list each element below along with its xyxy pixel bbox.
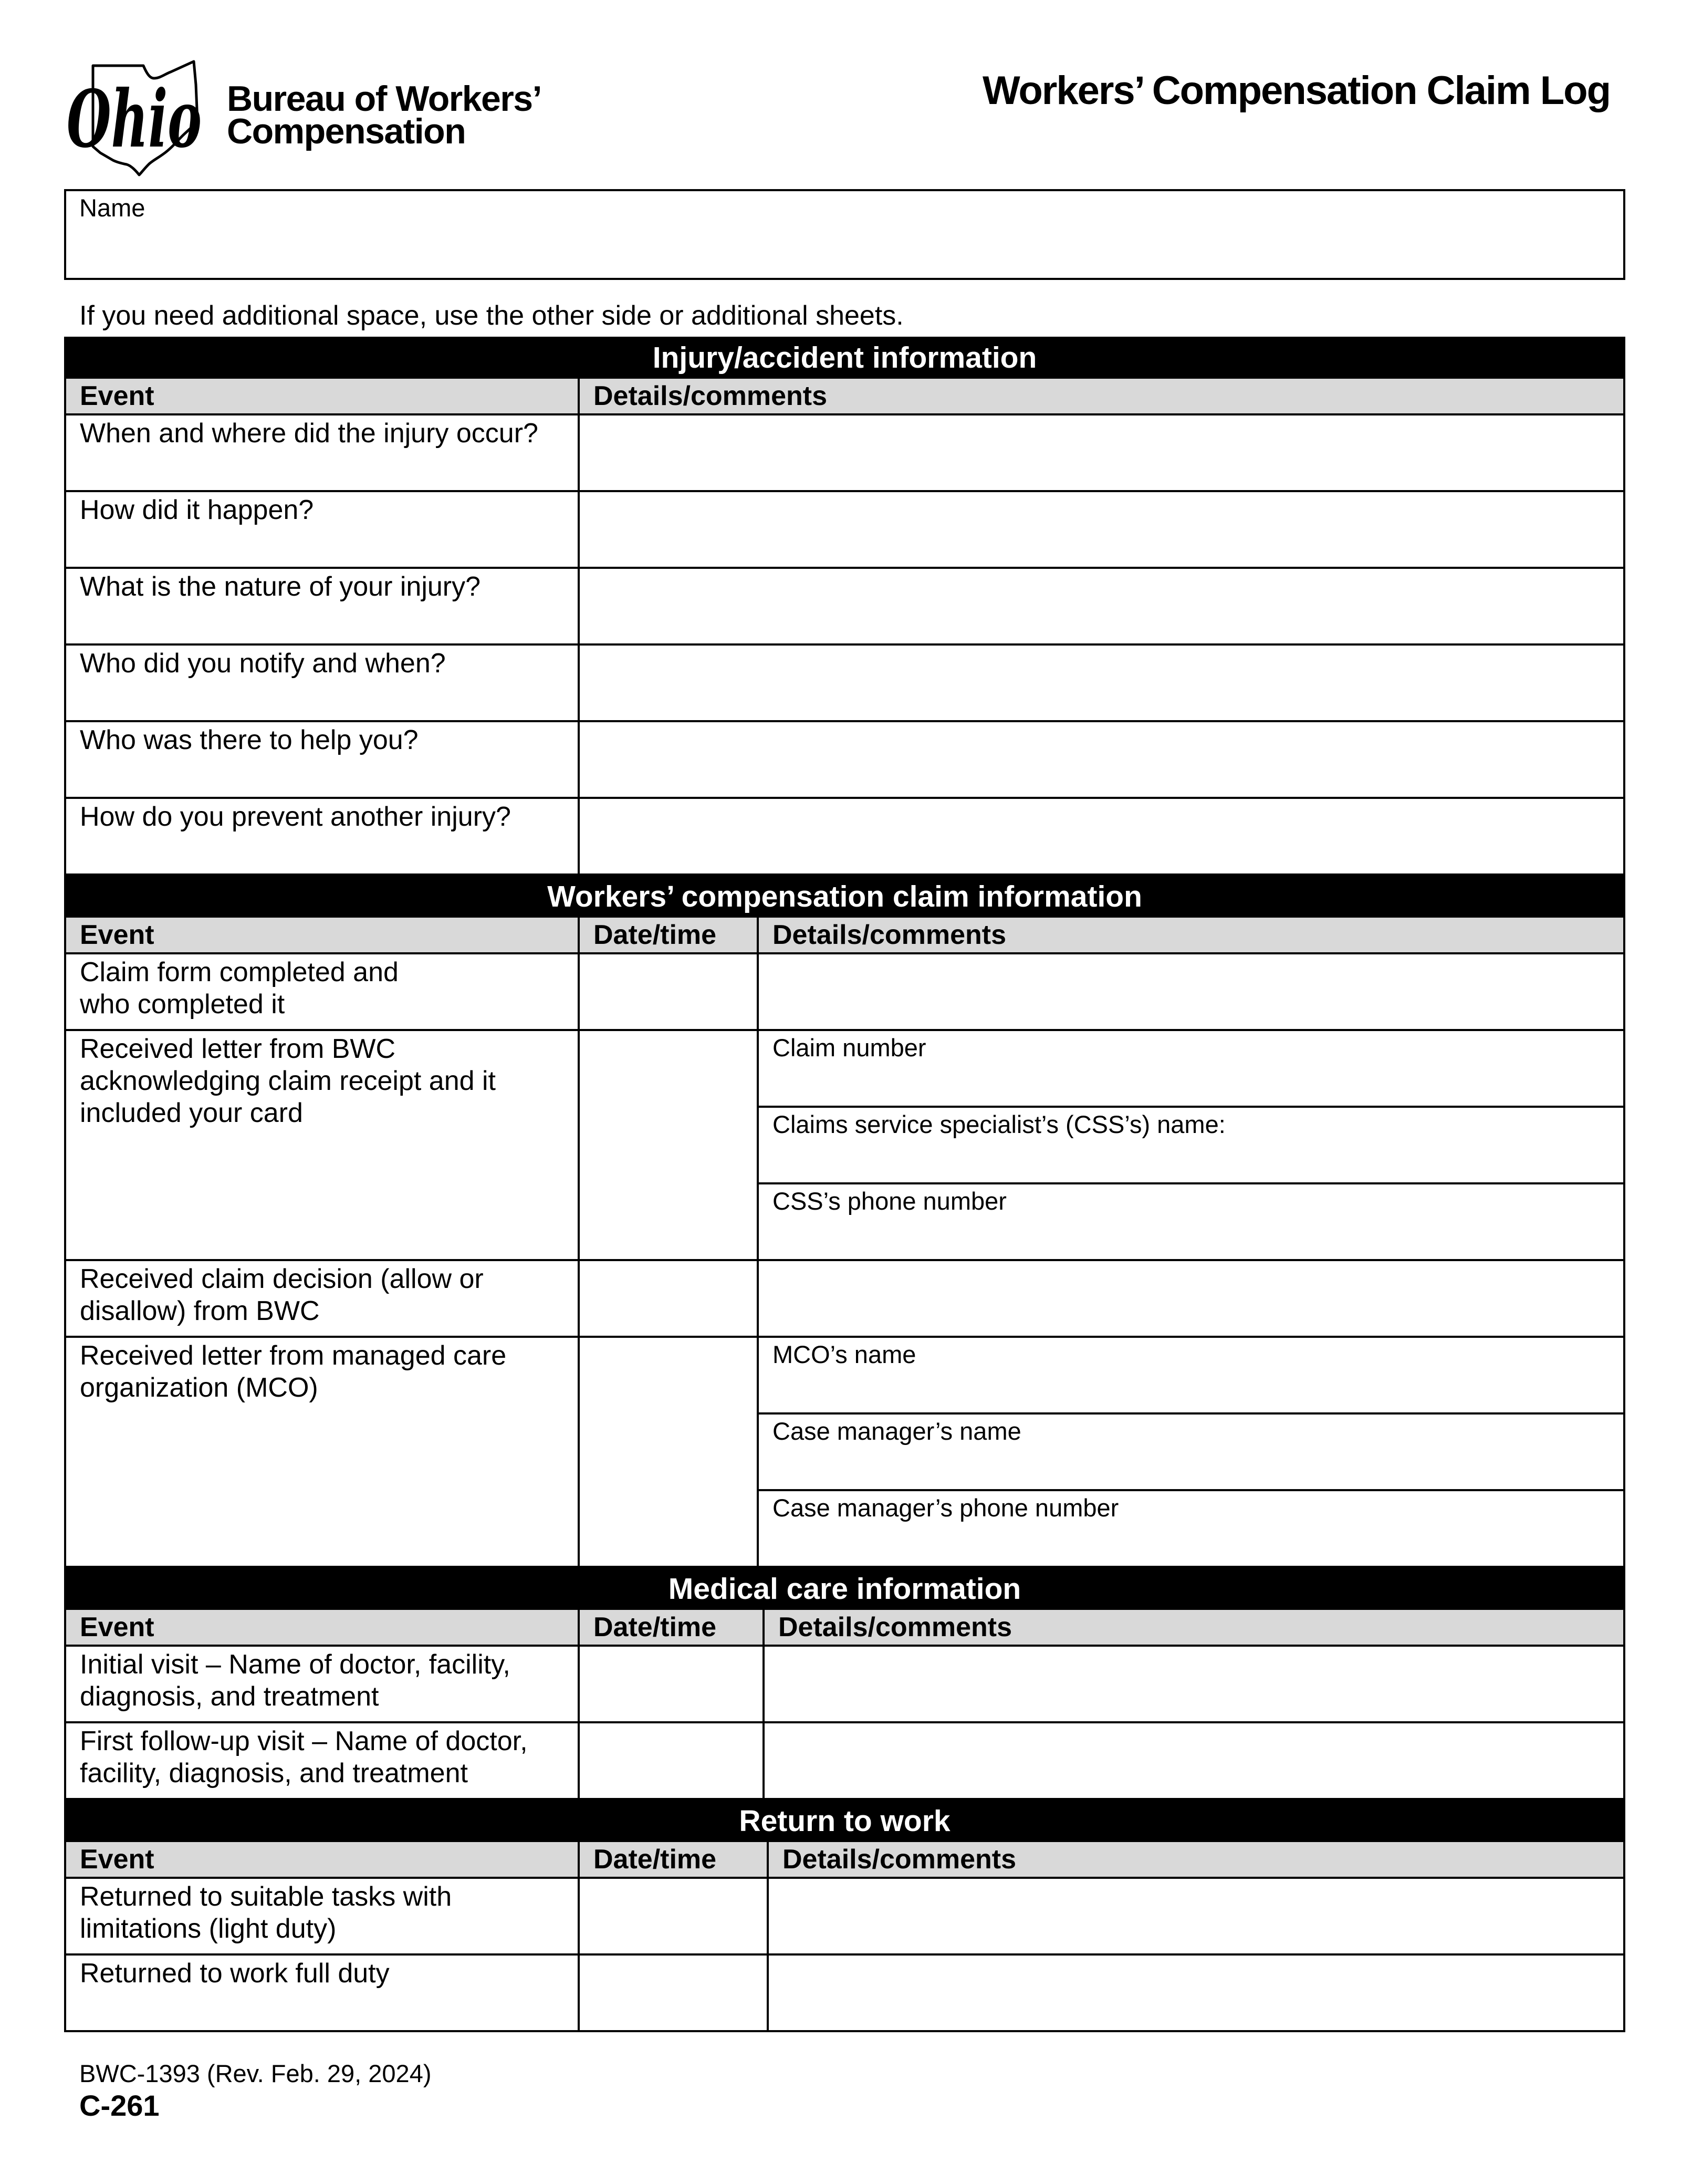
event-label: First follow-up visit – Name of doctor, facility, diagnosis, and treatment <box>66 1723 580 1798</box>
form-code: C-261 <box>79 2089 160 2122</box>
details-field[interactable] <box>759 954 1623 1029</box>
table-row <box>64 569 1625 646</box>
event-label: Returned to suitable tasks with limitations (light duty) <box>66 1879 580 1953</box>
column-header-details: Details/comments <box>593 380 828 411</box>
event-label: Received letter from BWC acknowledging claim receipt and it included your card <box>66 1031 580 1259</box>
column-header-details: Details/comments <box>772 919 1007 950</box>
table-row <box>64 492 1625 569</box>
table-row <box>64 954 1625 1031</box>
details-field[interactable] <box>765 1723 1623 1798</box>
table-row <box>64 722 1625 799</box>
table-row <box>64 415 1625 492</box>
injury-column-header <box>64 379 1625 415</box>
name-field-label: Name <box>79 194 145 222</box>
event-label: How did it happen? <box>66 492 580 567</box>
column-header-details: Details/comments <box>778 1611 1012 1642</box>
datetime-field[interactable] <box>580 1261 759 1336</box>
claim-section <box>64 876 1625 1568</box>
table-row <box>64 799 1625 876</box>
table-row <box>64 1956 1625 2032</box>
medical-section <box>64 1568 1625 1800</box>
mco-name-field[interactable]: MCO’s name <box>759 1338 1623 1415</box>
table-row <box>64 1031 1625 1261</box>
details-field[interactable] <box>580 492 1623 567</box>
event-label: Returned to work full duty <box>66 1956 580 2030</box>
table-row <box>64 1261 1625 1338</box>
event-label: Received claim decision (allow or disallow) from BWC <box>66 1261 580 1336</box>
css-phone-field[interactable]: CSS’s phone number <box>772 1187 1007 1215</box>
organization-name <box>227 79 542 151</box>
datetime-field[interactable] <box>580 1956 769 2030</box>
event-label: How do you prevent another injury? <box>66 799 580 873</box>
details-subfields <box>759 1031 1623 1259</box>
column-header-event: Event <box>66 918 580 952</box>
ohio-bwc-logo <box>62 57 215 179</box>
details-field[interactable] <box>765 1647 1623 1721</box>
claim-number-field[interactable]: Claim number <box>759 1031 1623 1108</box>
details-field[interactable] <box>769 1956 1623 2030</box>
details-field[interactable] <box>580 646 1623 720</box>
event-label: Initial visit – Name of doctor, facility, diagnosis, and treatment <box>66 1647 580 1721</box>
event-label: Who was there to help you? <box>66 722 580 797</box>
column-header-event: Event <box>66 379 580 413</box>
logo-wordmark: Ohio <box>67 73 202 165</box>
table-row <box>64 1879 1625 1956</box>
column-header-event: Event <box>66 1610 580 1645</box>
datetime-field[interactable] <box>580 1647 765 1721</box>
claim-column-header <box>64 918 1625 954</box>
table-row <box>64 646 1625 722</box>
column-header-datetime: Date/time <box>580 1610 765 1645</box>
case-manager-phone-field[interactable]: Case manager’s phone number <box>772 1494 1119 1522</box>
details-field[interactable] <box>580 415 1623 490</box>
return-to-work-section-title: Return to work <box>64 1800 1625 1842</box>
datetime-field[interactable] <box>580 1879 769 1953</box>
table-row <box>64 1647 1625 1723</box>
page-title: Workers’ Compensation Claim Log <box>982 68 1610 113</box>
medical-section-title: Medical care information <box>64 1568 1625 1610</box>
details-field[interactable] <box>759 1261 1623 1336</box>
organization-name-line1: Bureau of Workers’ <box>227 79 542 119</box>
table-row <box>64 1338 1625 1568</box>
datetime-field[interactable] <box>580 954 759 1029</box>
form-number: BWC-1393 (Rev. Feb. 29, 2024) <box>79 2060 432 2087</box>
css-name-field[interactable]: Claims service specialist’s (CSS’s) name: <box>759 1108 1623 1184</box>
injury-section-title: Injury/accident information <box>64 337 1625 379</box>
details-field[interactable] <box>580 569 1623 643</box>
column-header-datetime: Date/time <box>580 918 759 952</box>
event-label: When and where did the injury occur? <box>66 415 580 490</box>
claim-log-tables <box>64 337 1625 2032</box>
column-header-details: Details/comments <box>782 1844 1017 1875</box>
datetime-field[interactable] <box>580 1723 765 1798</box>
event-label: What is the nature of your injury? <box>66 569 580 643</box>
table-row <box>64 1723 1625 1800</box>
datetime-field[interactable] <box>580 1031 759 1259</box>
instructions-text: If you need additional space, use the other side or additional sheets. <box>79 300 904 331</box>
name-field[interactable] <box>64 189 1625 280</box>
details-subfields <box>759 1338 1623 1566</box>
case-manager-name-field[interactable]: Case manager’s name <box>759 1415 1623 1491</box>
details-field[interactable] <box>580 799 1623 873</box>
event-label: Who did you notify and when? <box>66 646 580 720</box>
claim-section-title: Workers’ compensation claim information <box>64 876 1625 918</box>
organization-name-line2: Compensation <box>227 111 466 151</box>
details-field[interactable] <box>769 1879 1623 1953</box>
event-label: Received letter from managed care organization (MCO) <box>66 1338 580 1566</box>
injury-section <box>64 337 1625 876</box>
medical-column-header <box>64 1610 1625 1647</box>
datetime-field[interactable] <box>580 1338 759 1566</box>
event-label: Claim form completed and who completed it <box>66 954 580 1029</box>
column-header-datetime: Date/time <box>580 1842 769 1877</box>
details-field[interactable] <box>580 722 1623 797</box>
return-to-work-section <box>64 1800 1625 2032</box>
column-header-event: Event <box>66 1842 580 1877</box>
return-to-work-column-header <box>64 1842 1625 1879</box>
